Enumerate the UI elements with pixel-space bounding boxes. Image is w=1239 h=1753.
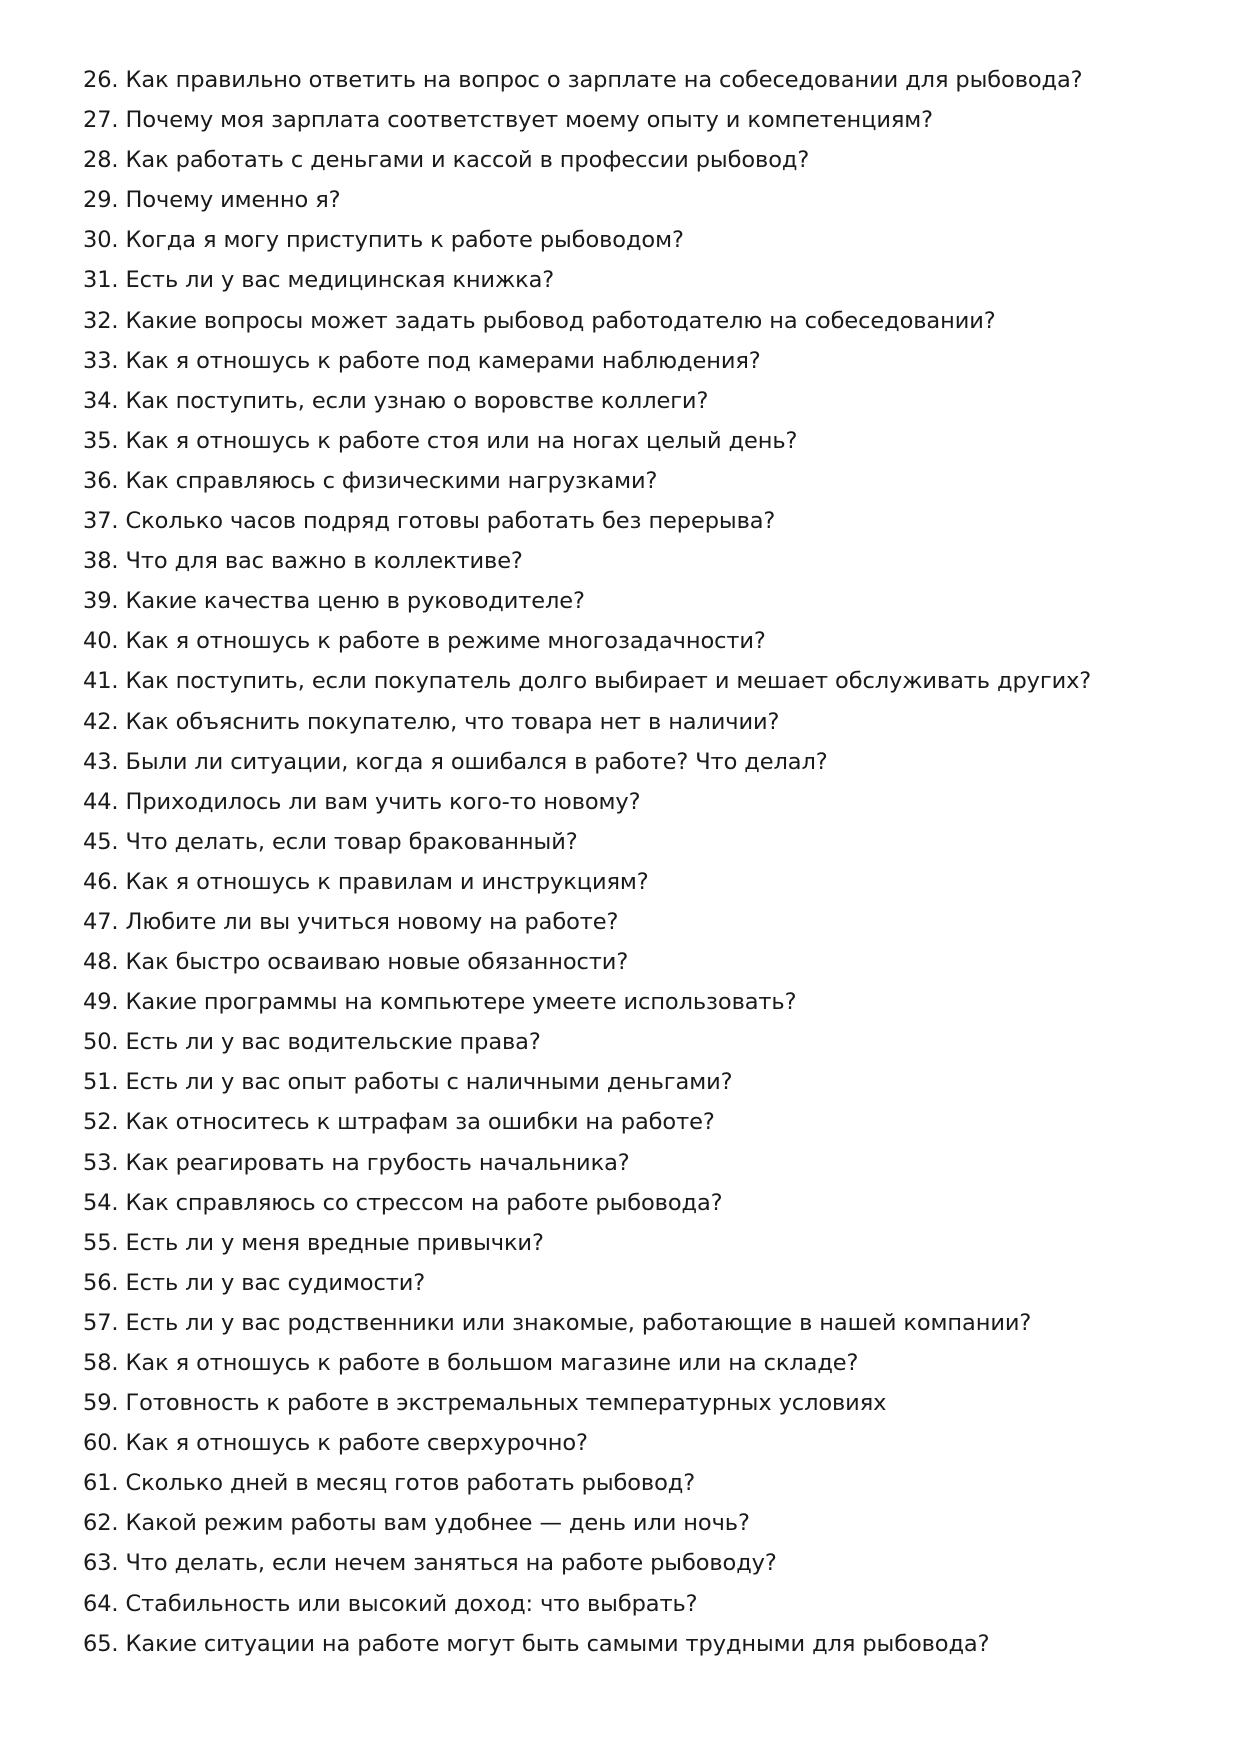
- question-number: 65.: [83, 1630, 119, 1657]
- question-item: [83, 1463, 1183, 1503]
- question-number: 55.: [83, 1229, 119, 1256]
- question-number: 38.: [83, 548, 119, 575]
- question-item: [83, 702, 1183, 742]
- question-number: 56.: [83, 1269, 119, 1296]
- question-text: Как справляюсь с физическими нагрузками?: [125, 467, 658, 494]
- question-number: 63.: [83, 1550, 119, 1577]
- question-text: Как поступить, если узнаю о воровстве коллеги?: [125, 387, 709, 414]
- question-text: Приходилось ли вам учить кого-то новому?: [125, 788, 641, 815]
- question-number: 62.: [83, 1510, 119, 1537]
- question-text: Есть ли у вас родственники или знакомые, работающие в нашей компании?: [125, 1309, 1032, 1336]
- question-item: [83, 621, 1183, 661]
- question-number: 34.: [83, 387, 119, 414]
- question-item: [83, 1102, 1183, 1142]
- question-number: 32.: [83, 307, 119, 334]
- question-number: 54.: [83, 1189, 119, 1216]
- question-text: Сколько дней в месяц готов работать рыбовод?: [125, 1470, 696, 1497]
- question-number: 43.: [83, 748, 119, 775]
- question-number: 57.: [83, 1309, 119, 1336]
- question-item: [83, 1624, 1183, 1664]
- question-item: [83, 661, 1183, 701]
- question-number: 35.: [83, 427, 119, 454]
- question-number: 36.: [83, 467, 119, 494]
- question-text: Какие качества ценю в руководителе?: [125, 588, 585, 615]
- question-number: 47.: [83, 908, 119, 935]
- question-text: Как реагировать на грубость начальника?: [125, 1149, 630, 1176]
- question-item: [83, 1022, 1183, 1062]
- question-item: [83, 220, 1183, 260]
- question-text: Как я отношусь к работе в большом магазине или на складе?: [125, 1350, 859, 1376]
- question-text: Есть ли у вас водительские права?: [125, 1029, 541, 1056]
- question-item: [83, 381, 1183, 421]
- question-number: 61.: [83, 1470, 119, 1497]
- question-item: [83, 501, 1183, 541]
- question-number: 64.: [83, 1590, 119, 1617]
- question-number: 31.: [83, 267, 119, 294]
- question-text: Как поступить, если покупатель долго выбирает и мешает обслуживать других?: [125, 668, 1092, 695]
- question-text: Есть ли у вас опыт работы с наличными деньгами?: [125, 1069, 733, 1096]
- question-number: 28.: [83, 147, 119, 174]
- question-text: Почему именно я?: [125, 187, 341, 214]
- question-item: [83, 1062, 1183, 1102]
- question-item: [83, 100, 1183, 140]
- question-item: [83, 421, 1183, 461]
- question-item: [83, 1584, 1183, 1624]
- question-number: 51.: [83, 1069, 119, 1096]
- question-item: [83, 1263, 1183, 1303]
- question-number: 49.: [83, 989, 119, 1016]
- question-item: [83, 1303, 1183, 1343]
- question-text: Когда я могу приступить к работе рыбоводом?: [125, 227, 684, 254]
- question-number: 53.: [83, 1149, 119, 1176]
- question-item: [83, 982, 1183, 1022]
- question-item: [83, 862, 1183, 902]
- question-item: [83, 260, 1183, 300]
- question-number: 27.: [83, 107, 119, 134]
- question-text: Что делать, если нечем заняться на работе рыбоводу?: [125, 1550, 777, 1577]
- question-text: Как я отношусь к работе под камерами наблюдения?: [125, 347, 761, 374]
- question-text: Какой режим работы вам удобнее — день или ночь?: [125, 1510, 750, 1537]
- question-number: 33.: [83, 347, 119, 374]
- question-item: [83, 1423, 1183, 1463]
- question-item: [83, 461, 1183, 501]
- question-item: [83, 782, 1183, 822]
- question-text: Есть ли у вас судимости?: [125, 1269, 426, 1296]
- question-item: [83, 581, 1183, 621]
- question-number: 39.: [83, 588, 119, 615]
- question-number: 58.: [83, 1350, 119, 1376]
- question-item: [83, 341, 1183, 381]
- question-text: Какие программы на компьютере умеете использовать?: [125, 989, 797, 1016]
- question-item: [83, 541, 1183, 581]
- question-number: 26.: [83, 67, 119, 93]
- question-text: Сколько часов подряд готовы работать без перерыва?: [125, 508, 776, 535]
- question-number: 40.: [83, 628, 119, 655]
- question-text: Как работать с деньгами и кассой в профессии рыбовод?: [125, 147, 810, 174]
- question-text: Как объяснить покупателю, что товара нет в наличии?: [125, 708, 780, 735]
- question-number: 52.: [83, 1109, 119, 1136]
- question-list: [83, 60, 1183, 1664]
- question-text: Как я отношусь к правилам и инструкциям?: [125, 868, 649, 895]
- question-item: [83, 822, 1183, 862]
- question-item: [83, 140, 1183, 180]
- question-item: [83, 742, 1183, 782]
- question-number: 59.: [83, 1390, 119, 1417]
- question-text: Почему моя зарплата соответствует моему опыту и компетенциям?: [125, 107, 934, 134]
- question-item: [83, 902, 1183, 942]
- question-text: Есть ли у вас медицинская книжка?: [125, 267, 555, 294]
- question-number: 37.: [83, 508, 119, 535]
- question-item: [83, 1503, 1183, 1543]
- question-text: Что для вас важно в коллективе?: [125, 548, 523, 575]
- question-text: Стабильность или высокий доход: что выбрать?: [125, 1590, 698, 1617]
- question-number: 46.: [83, 868, 119, 895]
- question-number: 60.: [83, 1430, 119, 1457]
- question-text: Готовность к работе в экстремальных температурных условиях: [125, 1390, 887, 1417]
- question-item: [83, 1543, 1183, 1583]
- question-item: [83, 301, 1183, 341]
- question-number: 30.: [83, 227, 119, 254]
- question-number: 29.: [83, 187, 119, 214]
- question-item: [83, 180, 1183, 220]
- question-text: Что делать, если товар бракованный?: [125, 828, 578, 855]
- question-item: [83, 1343, 1183, 1383]
- question-number: 50.: [83, 1029, 119, 1056]
- question-text: Какие вопросы может задать рыбовод работодателю на собеседовании?: [125, 307, 996, 334]
- question-item: [83, 1143, 1183, 1183]
- question-text: Есть ли у меня вредные привычки?: [125, 1229, 544, 1256]
- question-item: [83, 942, 1183, 982]
- question-text: Как я отношусь к работе в режиме многозадачности?: [125, 628, 766, 655]
- question-number: 45.: [83, 828, 119, 855]
- question-text: Какие ситуации на работе могут быть самыми трудными для рыбовода?: [125, 1630, 990, 1657]
- question-item: [83, 1183, 1183, 1223]
- question-number: 42.: [83, 708, 119, 735]
- question-item: [83, 60, 1183, 100]
- question-text: Как справляюсь со стрессом на работе рыбовода?: [125, 1189, 723, 1216]
- question-item: [83, 1383, 1183, 1423]
- question-text: Были ли ситуации, когда я ошибался в работе? Что делал?: [125, 748, 828, 775]
- question-text: Как быстро осваиваю новые обязанности?: [125, 949, 629, 976]
- question-number: 41.: [83, 668, 119, 695]
- question-text: Как я отношусь к работе стоя или на ногах целый день?: [125, 427, 798, 454]
- question-text: Как правильно ответить на вопрос о зарплате на собеседовании для рыбовода?: [125, 67, 1083, 93]
- question-number: 44.: [83, 788, 119, 815]
- question-item: [83, 1223, 1183, 1263]
- question-text: Любите ли вы учиться новому на работе?: [125, 908, 619, 935]
- question-text: Как я отношусь к работе сверхурочно?: [125, 1430, 588, 1457]
- question-text: Как относитесь к штрафам за ошибки на работе?: [125, 1109, 715, 1136]
- question-number: 48.: [83, 949, 119, 976]
